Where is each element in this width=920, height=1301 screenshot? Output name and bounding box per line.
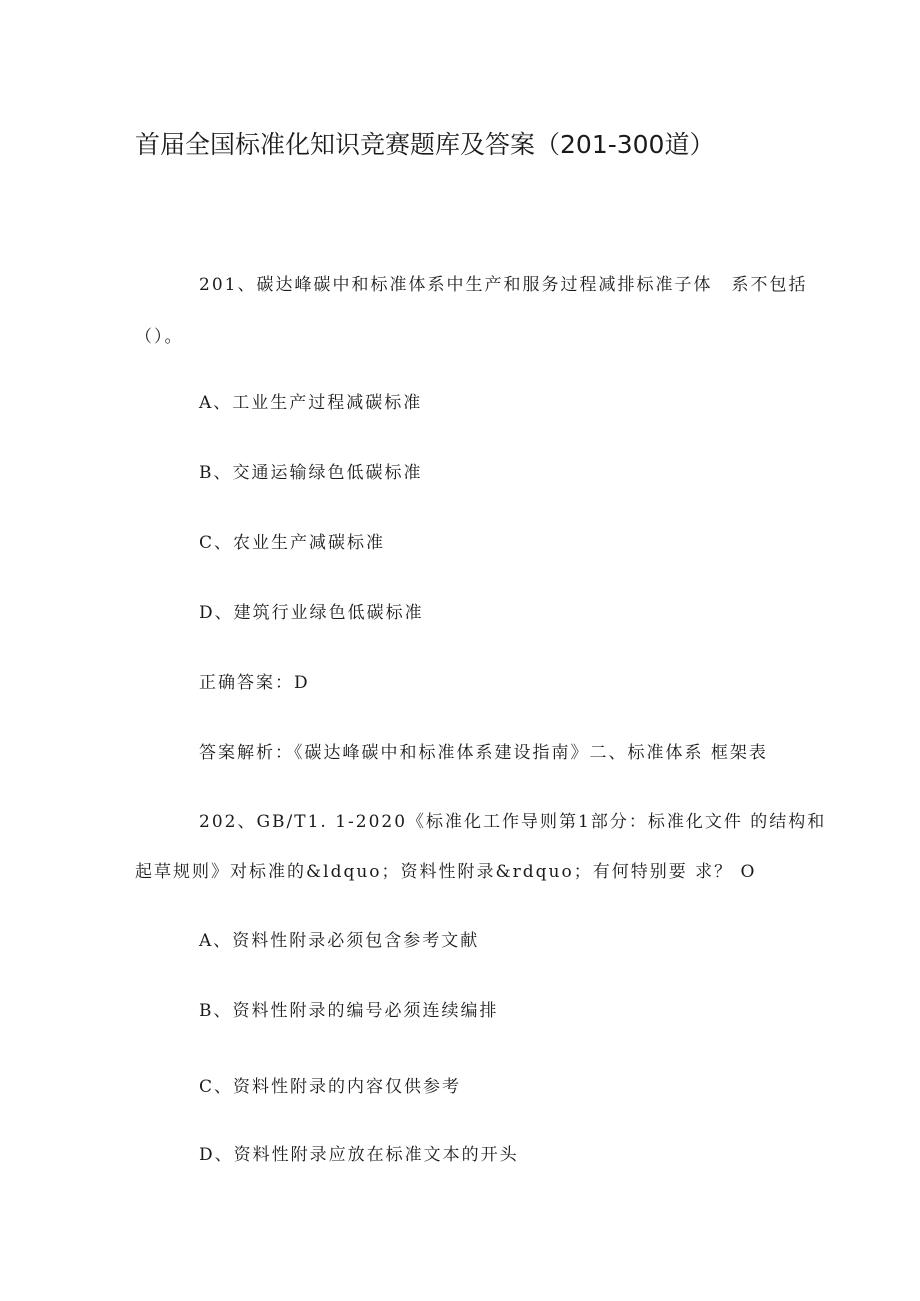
question-201-answer: 正确答案：D bbox=[199, 673, 310, 693]
question-201-option-b: B、交通运输绿色低碳标准 bbox=[199, 463, 423, 483]
question-201-stem-continued: （）。 bbox=[135, 327, 184, 347]
question-202-stem-continued: 起草规则》对标准的&ldquo；资料性附录&rdquo；有何特别要 求？ O bbox=[135, 862, 757, 882]
question-202-option-a: A、资料性附录必须包含参考文献 bbox=[199, 931, 480, 951]
question-202-option-c: C、资料性附录的内容仅供参考 bbox=[199, 1077, 462, 1097]
document-title: 首届全国标准化知识竞赛题库及答案（201-300道） bbox=[135, 130, 715, 159]
question-201-option-c: C、农业生产减碳标准 bbox=[199, 533, 386, 553]
question-201-option-a: A、工业生产过程减碳标准 bbox=[199, 393, 423, 413]
question-202-option-b: B、资料性附录的编号必须连续编排 bbox=[199, 1001, 499, 1021]
question-201-option-d: D、建筑行业绿色低碳标准 bbox=[199, 603, 424, 623]
question-202-stem: 202、GB/T1. 1-2020《标准化工作导则第1部分：标准化文件 的结构和 bbox=[199, 812, 827, 832]
question-202-option-d: D、资料性附录应放在标准文本的开头 bbox=[199, 1145, 519, 1165]
question-201-explanation: 答案解析：《碳达峰碳中和标准体系建设指南》二、标准体系 框架表 bbox=[199, 743, 768, 763]
question-201-stem: 201、碳达峰碳中和标准体系中生产和服务过程减排标准子体 系不包括 bbox=[199, 275, 808, 295]
